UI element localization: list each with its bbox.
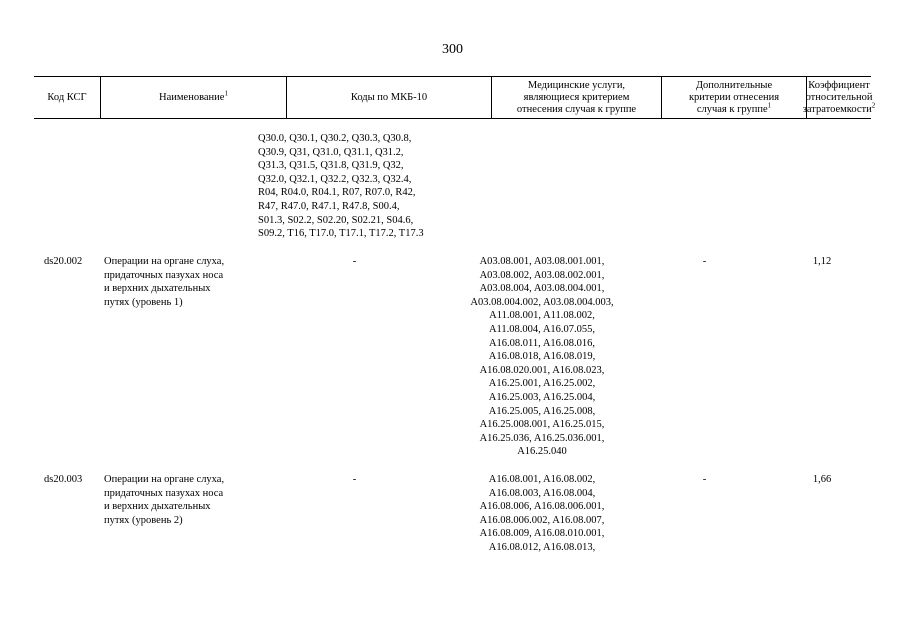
page-number: 300 (442, 42, 463, 57)
header-icd-label: Коды по МКБ-10 (350, 91, 428, 103)
row-code: ds20.002 (44, 256, 83, 267)
row-criteria: - (702, 256, 707, 267)
header-services-label: Медицинские услуги, являющиеся критерием отнесения случая к группе (516, 79, 637, 115)
header-code-label: Код КСГ (47, 91, 87, 103)
header-criteria (661, 77, 806, 118)
header-coef (802, 77, 876, 118)
row-icd: - (352, 474, 357, 485)
row-icd: - (352, 256, 357, 267)
table-header (34, 76, 876, 119)
header-name-footnote: 1 (224, 89, 228, 97)
row-coef: 1,12 (812, 256, 832, 267)
row-services: A16.08.001, A16.08.002, A16.08.003, A16.08.004, A16.08.006, A16.08.006.001, A16.08.006.002, A16.08.007, A16.08.009, A16.08.010.001, A16.08.012, A16.08.013, (479, 474, 605, 553)
header-name (100, 77, 286, 118)
header-criteria-footnote: 1 (767, 101, 772, 109)
row-coef: 1,66 (812, 474, 832, 485)
row-services: A03.08.001, A03.08.001.001, A03.08.002, A03.08.002.001, A03.08.004, A03.08.004.001, A03.08.004.002, A03.08.004.003, A11.08.001, A11.08.002, A11.08.004, A16.07.055, A16.08.011, A16.08.016, A16.08.018, A16.08.019, A16.08.020.001, A16.08.023, A16.25.001, A16.25.002, A16.25.003, A16.25.004, A16.25.005, A16.25.008, A16.25.008.001, A16.25.015, A16.25.036, A16.25.036.001, A16.25.040 (470, 256, 614, 458)
header-criteria-label: Дополнительные критерии отнесения случая к группе$^1$ (688, 79, 780, 115)
row-name: Операции на органе слуха, придаточных пазухах носа и верхних дыхательных путях (уровень 2) (104, 474, 225, 526)
continuation-icd-codes: Q30.0, Q30.1, Q30.2, Q30.3, Q30.8, Q30.9, Q31, Q31.0, Q31.1, Q31.2, Q31.3, Q31.5, Q31.8, Q31.9, Q32, Q32.0, Q32.1, Q32.2, Q32.3, Q32.4, R04, R04.0, R04.1, R07, R07.0, R42, R47, R47.0, R47.1, R47.8, S00.4, S01.3, S02.2, S02.20, S02.21, S04.6, S09.2, T16, T17.0, T17.1, T17.2, T17.3 (258, 133, 424, 240)
row-name: Операции на органе слуха, придаточных пазухах носа и верхних дыхательных путях (уровень 1) (104, 256, 225, 308)
header-coef-label: Коэффициент относительной затратоемкости$^2$ (802, 79, 876, 115)
row-criteria: - (702, 474, 707, 485)
row-code: ds20.003 (44, 474, 83, 485)
header-coef-footnote: 2 (871, 101, 876, 109)
header-services (491, 77, 661, 118)
header-icd (286, 77, 491, 118)
header-name-label: Наименование$^1$ (159, 89, 228, 103)
header-code (34, 77, 100, 118)
